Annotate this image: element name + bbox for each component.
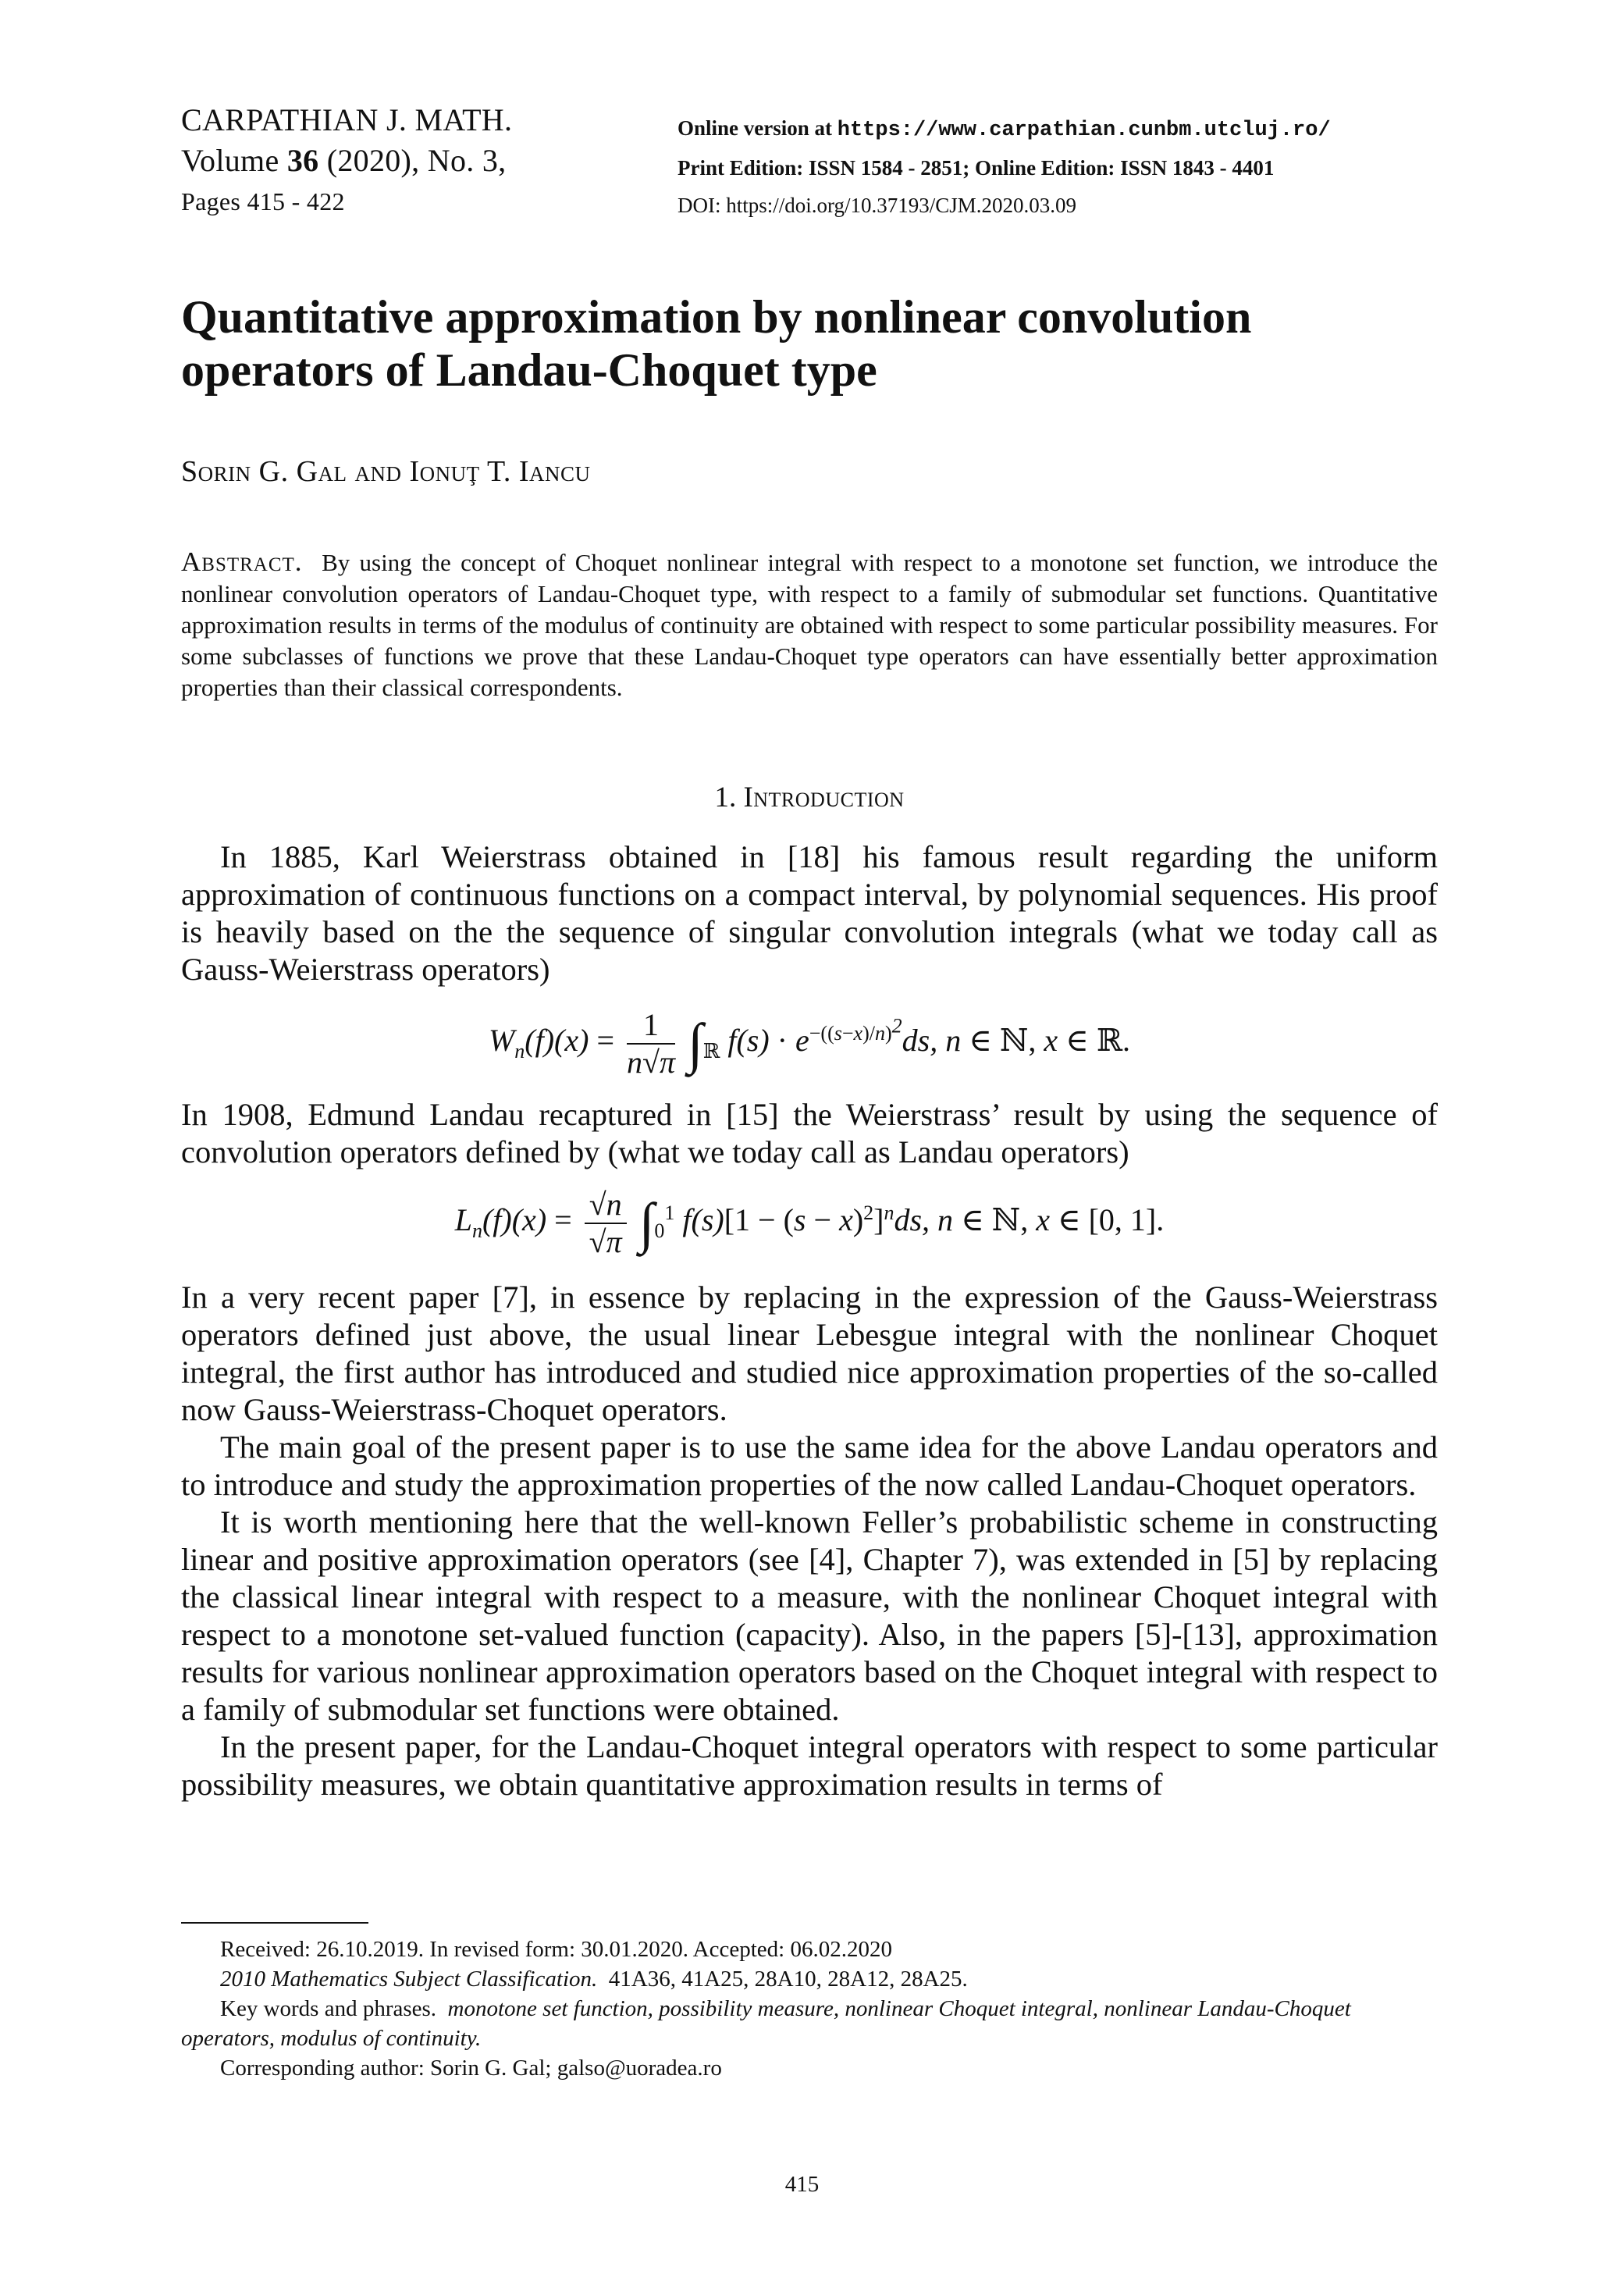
equation-landau: $L_n(f)(x)$ = $\frac{√n}{√\pi}$ $\int_0^1$ $f(s)[1 - (s - x)^2]^nds$, n ∈ ℕ, x ∈ [0, 1]. [454,1187,1165,1259]
footnote-keywords: Key words and phrases. monotone set function, possibility measure, nonlinear Choquet integral, nonlinear Landau-Choquet operators, modulus of continuity. [181,1996,1351,2051]
footnote-msc: 2010 Mathematics Subject Classification. 41A36, 41A25, 28A10, 28A12, 28A25. [220,1967,968,1992]
main-body [181,1279,1438,1803]
publication-info [678,109,1331,224]
equation-gauss-weierstrass: $W_n(f)(x)$ = $\frac{1}{n√\pi}$ $\int_ℝ$ $f(s) \cdot e^{-((s-x)/n)^2}ds$, n ∈ ℕ, x ∈ ℝ. [488,1007,1131,1080]
abstract-label: Abstract. [181,546,303,577]
paragraph-4: The main goal of the present paper is to use the same idea for the above Landau operators and to introduce and study the approximation properties of the now called Landau-Choquet operators. [181,1429,1438,1502]
abstract [181,546,1438,703]
footnote-corresponding: Corresponding author: Sorin G. Gal; galso@uoradea.ro [220,2056,722,2081]
online-version: Online version at https://www.carpathian.cunbm.utcluj.ro/ [678,116,1331,142]
doi-line[interactable]: DOI: https://doi.org/10.37193/CJM.2020.03.09 [678,194,1077,217]
footnote-rule [181,1922,368,1924]
journal-volume: Volume 36 (2020), No. 3, [181,143,507,178]
page-number: 415 [784,2172,820,2197]
abstract-text: By using the concept of Choquet nonlinear integral with respect to a monotone set function, we introduce the nonlinear convolution operators of Landau-Choquet type, with respect to a family of submodular set functions. Quantitative approximation results in terms of the modulus of continuity are obtained with respect to some particular possibility measures. For some subclasses of functions we prove that these Landau-Choquet type operators can have essentially better approximation properties than their classical correspondents. [181,549,1438,701]
paragraph-2: In 1908, Edmund Landau recaptured in [15] the Weierstrass’ result by using the sequence of convolution operators defined by (what we today call as Landau operators) [181,1097,1438,1169]
issn-line: Print Edition: ISSN 1584 - 2851; Online Edition: ISSN 1843 - 4401 [678,156,1275,180]
paragraph-5: It is worth mentioning here that the well-known Feller’s probabilistic scheme in constructing linear and positive approximation operators (see [4], Chapter 7), was extended in [5] by replacing the classical linear integral with respect to a measure, with the nonlinear Choquet integral with respect to a monotone set-valued function (capacity). Also, in the papers [5]-[13], approximation results for various nonlinear approximation operators based on the Choquet integral with respect to a family of submodular set functions were obtained. [181,1504,1438,1727]
footnote-received: Received: 26.10.2019. In revised form: 30.01.2020. Accepted: 06.02.2020 [220,1937,892,1962]
authors: Sorin G. Gal and Ionuţ T. Iancu [181,455,591,488]
paragraph-6: In the present paper, for the Landau-Choquet integral operators with respect to some particular possibility measures, we obtain quantitative approximation results in terms of [181,1729,1438,1802]
journal-info [181,100,512,222]
section-heading: 1. Introduction [714,781,905,813]
paper-title: Quantitative approximation by nonlinear convolution operators of Landau-Choquet type [181,291,1252,396]
paragraph-3: In a very recent paper [7], in essence by replacing in the expression of the Gauss-Weierstrass operators defined just above, the usual linear Lebesgue integral with the nonlinear Choquet integral, the first author has introduced and studied nice approximation properties of the so-called now Gauss-Weierstrass-Choquet operators. [181,1280,1438,1427]
journal-pages: Pages 415 - 422 [181,187,345,215]
footnotes [181,1935,1438,2083]
online-url[interactable]: https://www.carpathian.cunbm.utcluj.ro/ [837,119,1331,142]
journal-name: CARPATHIAN J. MATH. [181,102,513,137]
paragraph-1: In 1885, Karl Weierstrass obtained in [18] his famous result regarding the uniform approximation of continuous functions on a compact interval, by polynomial sequences. His proof is heavily based on the the sequence of singular convolution integrals (what we today call as Gauss-Weierstrass operators) [181,839,1438,987]
